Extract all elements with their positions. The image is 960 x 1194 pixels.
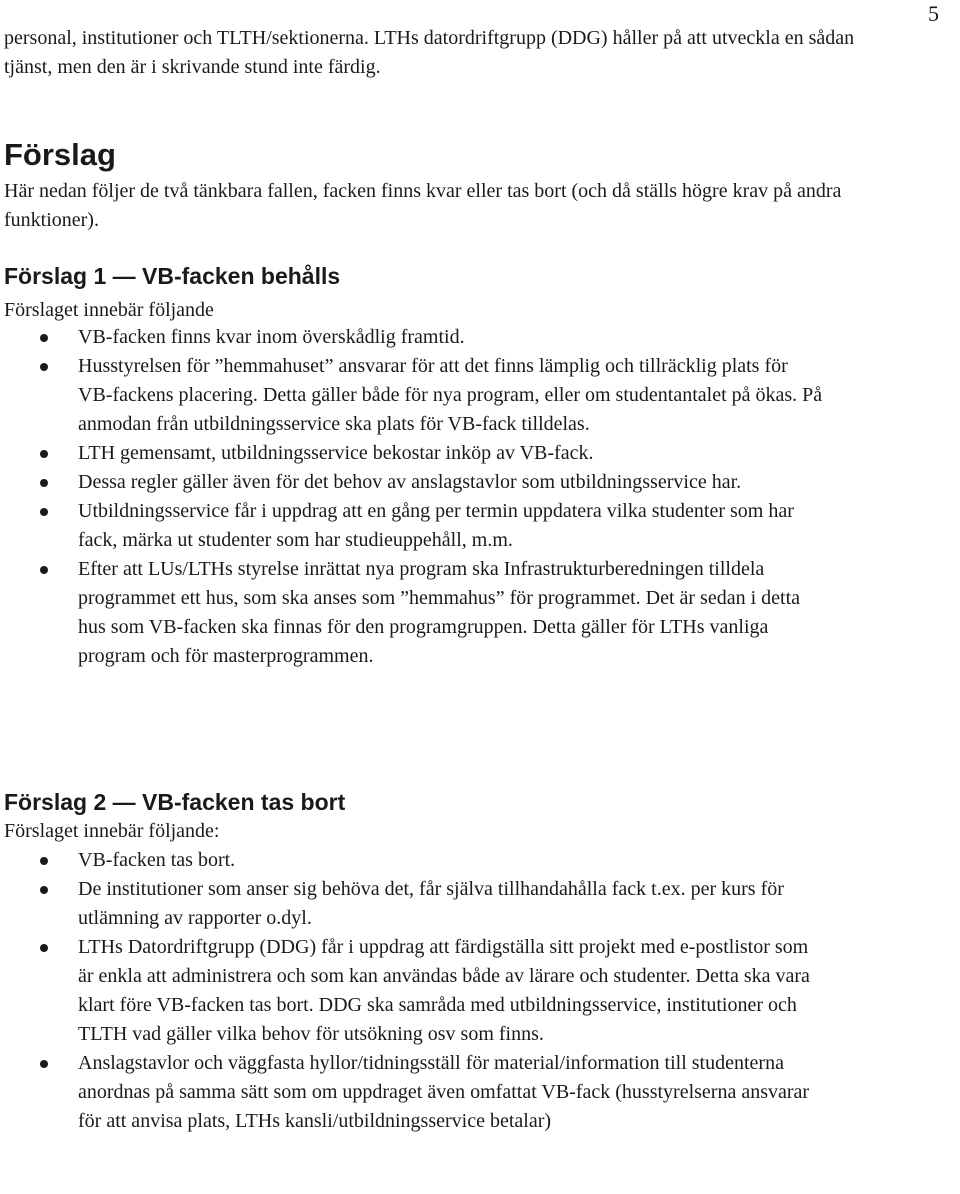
proposal-1-heading: Förslag 1 — VB-facken behålls xyxy=(4,263,341,289)
section-heading: Förslag xyxy=(4,137,116,172)
list-item xyxy=(4,875,824,933)
list-item-text: Dessa regler gäller även för det behov av anslagstavlor som utbildningsservice har. xyxy=(78,471,742,493)
page-number: 5 xyxy=(928,1,939,26)
list-item-text: Efter att LUs/LTHs styrelse inrättat nya program ska Infrastrukturberedningen tilldela programmet ett hus, som ska anses som ”hemmahus” för programmet. Det är sedan i detta hus som VB-facken ska finnas för den programgruppen. Detta gäller för LTHs vanliga program och för masterprogrammen. xyxy=(78,558,801,667)
list-item-text: VB-facken tas bort. xyxy=(78,849,236,871)
list-item-text: Utbildningsservice får i uppdrag att en gång per termin uppdatera vilka studenter som har fack, märka ut studenter som har studieuppehåll, m.m. xyxy=(78,500,794,551)
list-item-text: LTHs Datordriftgrupp (DDG) får i uppdrag att färdigställa sitt projekt med e-postlistor som är enkla att administrera och som kan användas både av lärare och studenter. Detta ska vara klart före VB-facken tas bort. DDG ska samråda med utbildningsservice, institutioner och TLTH vad gäller vilka behov för utsökning osv som finns. xyxy=(78,936,810,1045)
proposal-2-heading: Förslag 2 — VB-facken tas bort xyxy=(4,789,346,815)
list-item xyxy=(4,323,824,352)
bullet-icon xyxy=(40,857,48,865)
bullet-icon xyxy=(40,363,48,371)
list-item-text: De institutioner som anser sig behöva det, får själva tillhandahålla fack t.ex. per kurs för utlämning av rapporter o.dyl. xyxy=(78,878,784,929)
bullet-icon xyxy=(40,334,48,342)
bullet-icon xyxy=(40,508,48,516)
list-item xyxy=(4,439,824,468)
intro-paragraph: personal, institutioner och TLTH/sektionerna. LTHs datordriftgrupp (DDG) håller på att utveckla en sådan tjänst, men den är i skrivande stund inte färdig. xyxy=(4,27,855,78)
bullet-icon xyxy=(40,479,48,487)
list-item xyxy=(4,497,824,555)
bullet-icon xyxy=(40,886,48,894)
list-item-text: LTH gemensamt, utbildningsservice bekostar inköp av VB-fack. xyxy=(78,442,594,464)
proposal-2-list xyxy=(4,846,824,1136)
list-item-text: Husstyrelsen för ”hemmahuset” ansvarar för att det finns lämplig och tillräcklig plats för VB-fackens placering. Detta gäller både för nya program, eller om studentantalet på ökas. På anmodan från utbildningsservice ska plats för VB-fack tilldelas. xyxy=(78,355,823,435)
list-item xyxy=(4,1049,824,1136)
list-item xyxy=(4,555,824,671)
list-item xyxy=(4,846,824,875)
proposal-2-subtitle: Förslaget innebär följande: xyxy=(4,820,220,842)
list-item xyxy=(4,468,824,497)
proposal-1-list xyxy=(4,323,824,671)
bullet-icon xyxy=(40,944,48,952)
bullet-icon xyxy=(40,566,48,574)
list-item xyxy=(4,933,824,1049)
list-item xyxy=(4,352,824,439)
list-item-text: Anslagstavlor och väggfasta hyllor/tidningsställ för material/information till studenterna anordnas på samma sätt som om uppdraget även omfattat VB-fack (husstyrelserna ansvarar för att anvisa plats, LTHs kansli/utbildningsservice betalar) xyxy=(78,1052,810,1132)
bullet-icon xyxy=(40,1060,48,1068)
proposal-1-subtitle: Förslaget innebär följande xyxy=(4,299,214,321)
section-lead: Här nedan följer de två tänkbara fallen, facken finns kvar eller tas bort (och då ställs högre krav på andra funktioner). xyxy=(4,180,842,231)
list-item-text: VB-facken finns kvar inom överskådlig framtid. xyxy=(78,326,465,348)
bullet-icon xyxy=(40,450,48,458)
